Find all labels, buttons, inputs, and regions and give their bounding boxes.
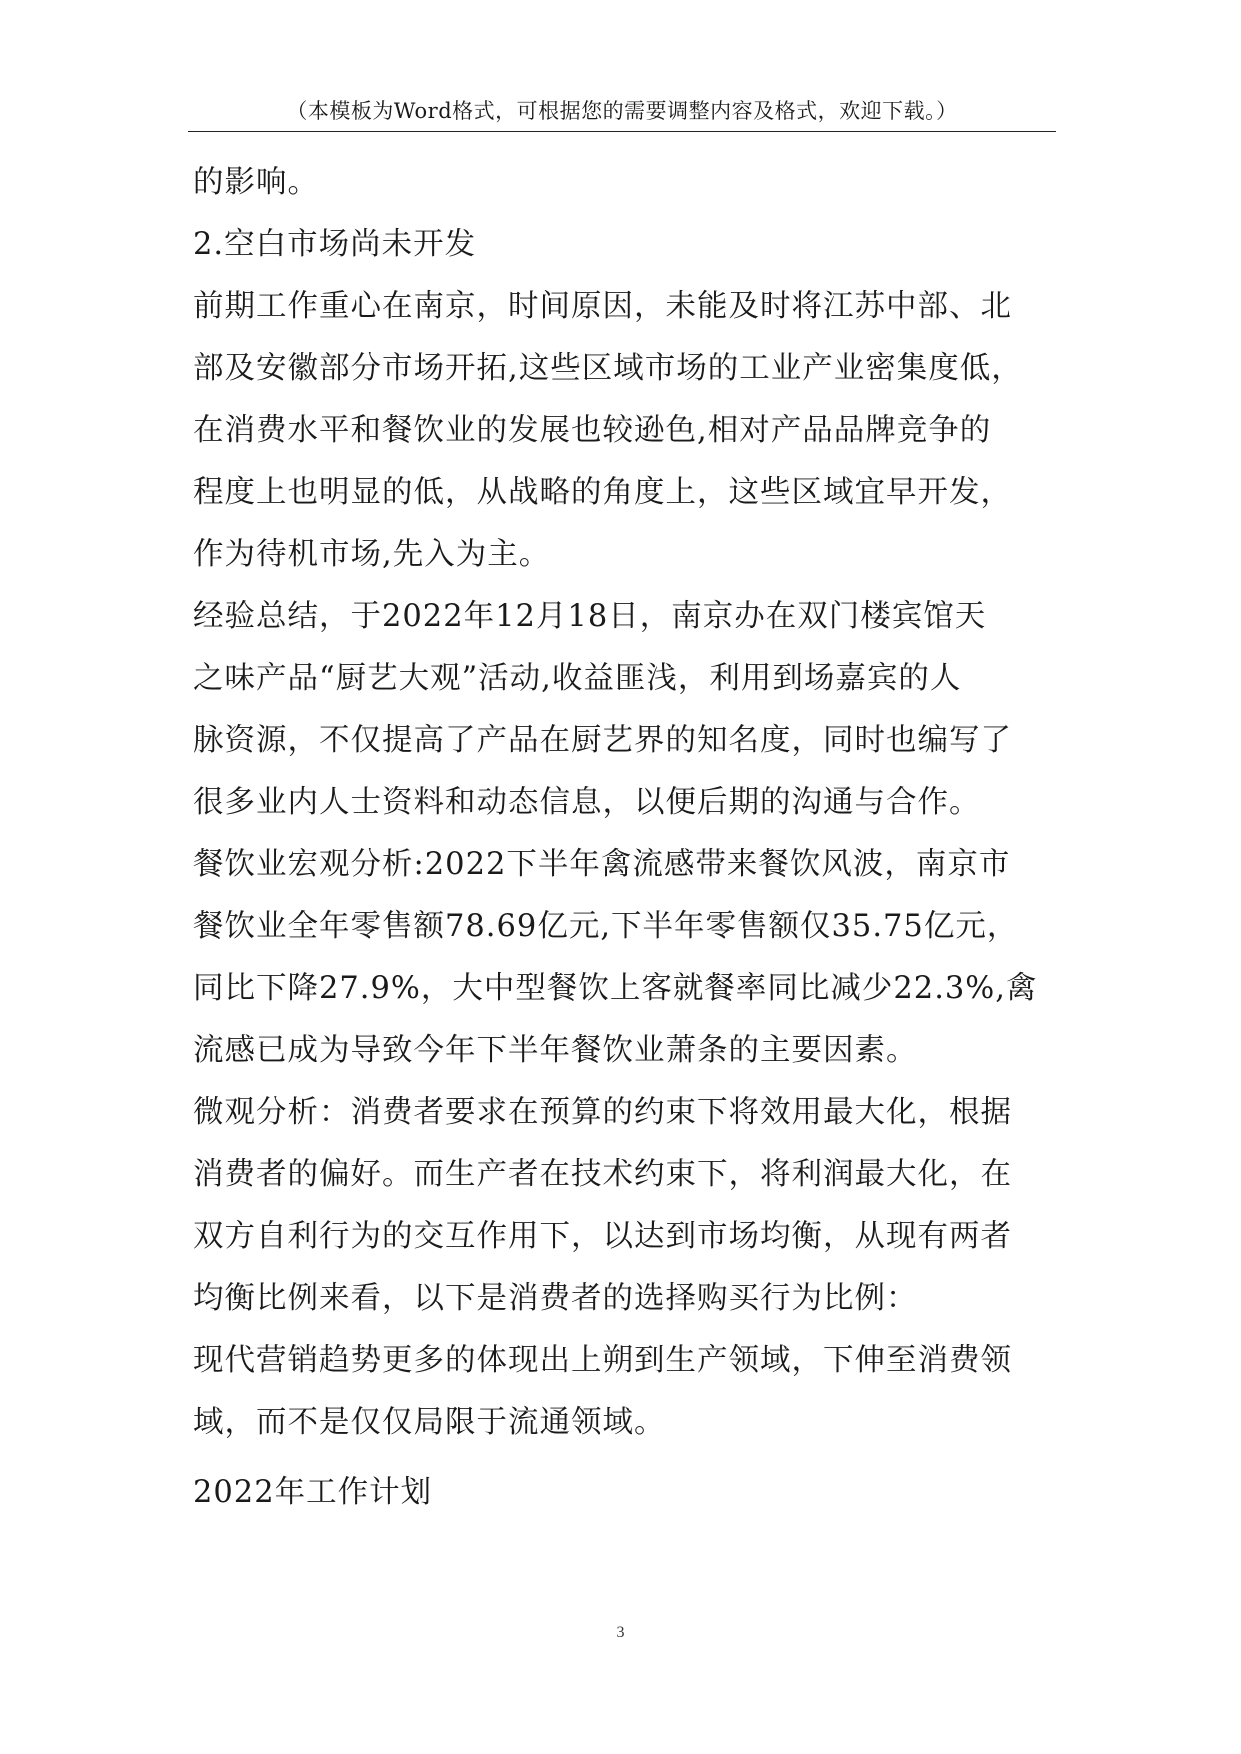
paragraph-line: 在消费水平和餐饮业的发展也较逊色,相对产品品牌竞争的: [193, 413, 992, 448]
paragraph-line: 同比下降27.9%，大中型餐饮上客就餐率同比减少22.3%,禽: [193, 971, 1038, 1006]
paragraph-line: 餐饮业全年零售额78.69亿元,下半年零售额仅35.75亿元，: [193, 909, 1019, 944]
paragraph-line: 作为待机市场,先入为主。: [193, 537, 551, 572]
section-heading: 2022年工作计划: [193, 1475, 433, 1510]
body-text: [193, 152, 1063, 1524]
paragraph-line: 之味产品“厨艺大观”活动,收益匪浅，利用到场嘉宾的人: [193, 661, 962, 696]
paragraph-line: 现代营销趋势更多的体现出上朔到生产领域，下伸至消费领: [193, 1343, 1012, 1378]
paragraph-line: 双方自利行为的交互作用下，以达到市场均衡，从现有两者: [193, 1219, 1012, 1254]
paragraph-line: 的影响。: [193, 165, 319, 200]
paragraph-line: 域，而不是仅仅局限于流通领域。: [193, 1405, 666, 1440]
paragraph-line: 很多业内人士资料和动态信息，以便后期的沟通与合作。: [193, 785, 981, 820]
header-note: （本模板为Word格式，可根据您的需要调整内容及格式，欢迎下载。）: [286, 99, 958, 123]
paragraph-line: 微观分析：消费者要求在预算的约束下将效用最大化，根据: [193, 1095, 1012, 1130]
spacer: [193, 1454, 1063, 1462]
section-heading: 2.空白市场尚未开发: [193, 227, 477, 262]
paragraph-line: 部及安徽部分市场开拓,这些区域市场的工业产业密集度低，: [193, 351, 1023, 386]
paragraph-line: 均衡比例来看，以下是消费者的选择购买行为比例：: [193, 1281, 918, 1316]
paragraph-line: 脉资源，不仅提高了产品在厨艺界的知名度，同时也编写了: [193, 723, 1012, 758]
header-divider: [188, 131, 1056, 132]
paragraph-line: 程度上也明显的低，从战略的角度上，这些区域宜早开发，: [193, 475, 1012, 510]
paragraph-line: 消费者的偏好。而生产者在技术约束下，将利润最大化，在: [193, 1157, 1012, 1192]
paragraph-line: 流感已成为导致今年下半年餐饮业萧条的主要因素。: [193, 1033, 918, 1068]
paragraph-line: 前期工作重心在南京，时间原因，未能及时将江苏中部、北: [193, 289, 1012, 324]
page-number: 3: [616, 1624, 625, 1641]
paragraph-line: 餐饮业宏观分析:2022下半年禽流感带来餐饮风波，南京市: [193, 847, 1011, 882]
paragraph-line: 经验总结，于2022年12月18日，南京办在双门楼宾馆天: [193, 599, 987, 634]
